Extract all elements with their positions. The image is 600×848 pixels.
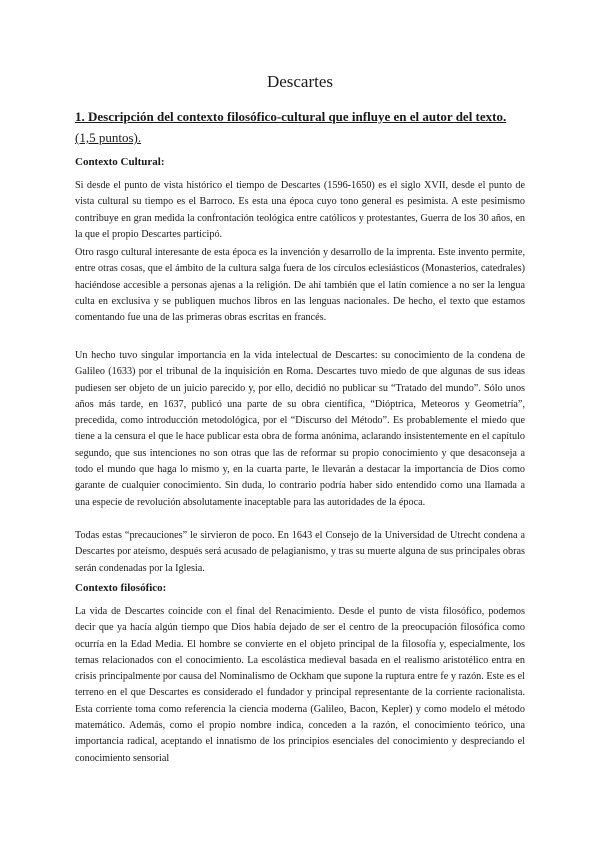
question-points: (1,5 puntos). <box>75 130 142 145</box>
question-text: 1. Descripción del contexto filosófico-cultural que influye en el autor del texto. <box>75 109 507 124</box>
section-heading-philosophical: Contexto filosófico: <box>75 582 167 594</box>
paragraph-cultural-3: Un hecho tuvo singular importancia en la vida intelectual de Descartes: su conocimiento de la condena de Galileo (1633) por el tribunal de la inquisición en Roma. Descartes tuvo miedo de que algunas de sus ideas pudiesen ser objeto de un juicio parecido y, por ello, decidió no publicar su “Tratado del mundo”. Sólo unos años más tarde, en 1637, publicó una parte de su obra científica, “Dióptrica, Meteoros y Geometría”, precedida, como introducción metodológica, por el “Discurso del Método”. Es probablemente el miedo que tiene a la censura el que le hace publicar esta obra de forma anónima, aclarando insistentemente en el capítulo segundo, que sus intenciones no son otras que las de reformar su propio conocimiento y que desaconseja a todo el mundo que haga lo mismo y, en la cuarta parte, le llevarán a destacar la importancia de Dios como garante de cualquier conocimiento. Sin duda, lo contrario podría haber sido entendido como una llamada a una especie de revolución absolutamente inaceptable para las autoridades de la época. <box>75 350 525 508</box>
paragraph-cultural-4: Todas estas “precauciones” le sirvieron de poco. En 1643 el Consejo de la Universidad de Utrecht condena a Descartes por ateísmo, después será acusado de pelagianismo, y tras su muerte alguna de sus principales obras serán condenadas por la Iglesia. <box>75 530 525 574</box>
paragraph-philosophical-1: La vida de Descartes coincide con el final del Renacimiento. Desde el punto de vista filosófico, podemos decir que ya hacía algún tiempo que Dios había dejado de ser el centro de la preocupación filosófica como ocurría en la Edad Media. El hombre se convierte en el objeto principal de la filosofía y, especialmente, los temas relacionados con el conocimiento. La escolástica medieval basada en el realismo aristotélico entra en crisis principalmente por causa del Nominalismo de Ockham que supone la ruptura entre fe y razón. Este es el terreno en el que Descartes es considerado el fundador y principal representante de la corriente racionalista. Esta corriente toma como referencia la ciencia moderna (Galileo, Bacon, Kepler) y como modelo el método matemático. Además, como el propio nombre indica, conceden a la razón, el conocimiento teórico, una importancia radical, aceptando el innatismo de los principios esenciales del conocimiento y despreciando el conocimiento sensorial <box>75 606 525 764</box>
section-heading-cultural: Contexto Cultural: <box>75 156 165 168</box>
page-title: Descartes <box>266 72 334 91</box>
paragraph-cultural-2: Otro rasgo cultural interesante de esta época es la invención y desarrollo de la imprenta. Este invento permite, entre otras cosas, que el ámbito de la cultura salga fuera de los círculos eclesiásticos (Monasterios, catedrales) haciéndose accesible a personas ajenas a la religión. De ahí también que el latín comience a no ser la lengua culta en exclusiva y se publiquen muchos libros en las lenguas nacionales. De hecho, el texto que estamos comentando fue una de las primeras obras escritas en francés. <box>75 247 525 324</box>
paragraph-cultural-1: Si desde el punto de vista histórico el tiempo de Descartes (1596-1650) es el siglo XVII, desde el punto de vista cultural su tiempo es el Barroco. Es esta una época cuyo tono general es pesimista. A este pesimismo contribuye en gran medida la confrontación teológica entre católicos y protestantes, Guerra de los 30 años, en la que el propio Descartes participó. <box>75 180 525 240</box>
question-heading <box>75 106 525 148</box>
